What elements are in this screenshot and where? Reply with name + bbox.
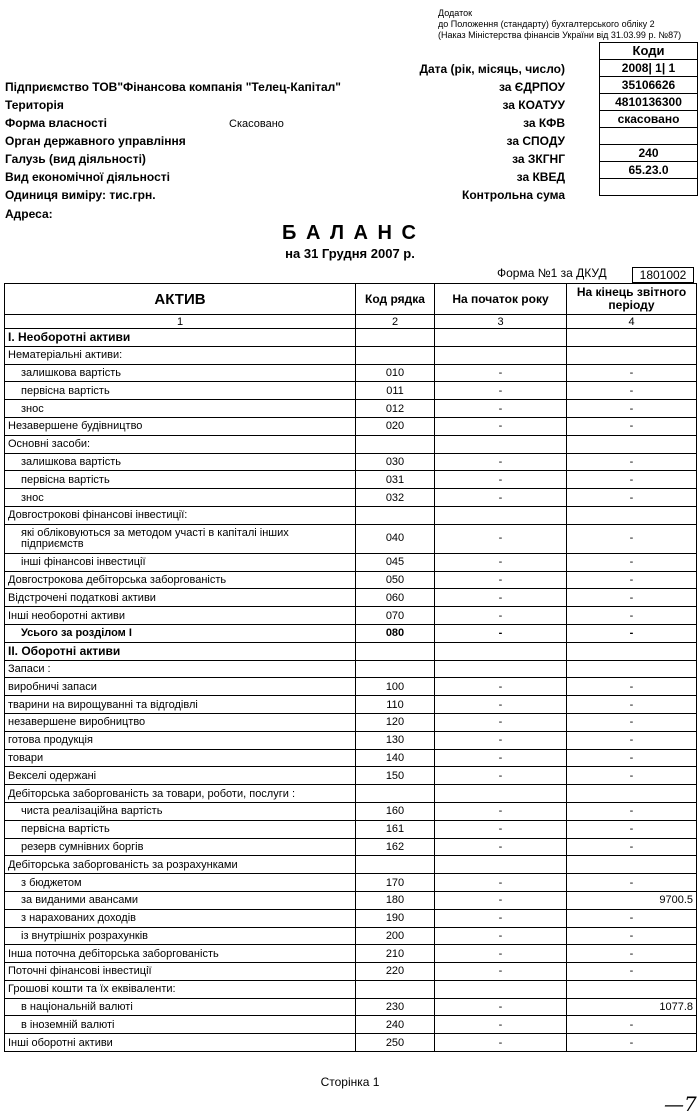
- row-code: 190: [356, 909, 435, 927]
- header-row: [5, 170, 565, 187]
- table-row: [5, 856, 697, 874]
- header-code-label: за ЗКГНГ: [512, 152, 565, 166]
- table-row: [5, 713, 697, 731]
- code-spodu: [600, 128, 697, 145]
- row-label: з нарахованих доходів: [5, 909, 356, 927]
- row-code: [356, 660, 435, 678]
- header-code-label: Дата (рік, місяць, число): [419, 62, 565, 76]
- row-start-value: -: [435, 838, 567, 856]
- row-code: 031: [356, 471, 435, 489]
- row-code: 080: [356, 624, 435, 642]
- row-label: знос: [5, 400, 356, 418]
- row-end-value: -: [567, 1034, 697, 1052]
- row-label: резерв сумнівних боргів: [5, 838, 356, 856]
- row-start-value: -: [435, 678, 567, 696]
- table-row: [5, 382, 697, 400]
- codes-box: [599, 42, 698, 196]
- row-label: товари: [5, 749, 356, 767]
- row-code: [356, 435, 435, 453]
- row-end-value: [567, 506, 697, 524]
- row-label: інші фінансові інвестиції: [5, 553, 356, 571]
- column-number: 3: [435, 315, 567, 329]
- table-row: [5, 435, 697, 453]
- table-row: [5, 767, 697, 785]
- row-code: 045: [356, 553, 435, 571]
- row-label: Грошові кошти та їх еквіваленти:: [5, 980, 356, 998]
- table-row: [5, 1034, 697, 1052]
- row-start-value: [435, 856, 567, 874]
- table-row: [5, 642, 697, 660]
- row-start-value: -: [435, 731, 567, 749]
- row-label: готова продукція: [5, 731, 356, 749]
- row-start-value: -: [435, 607, 567, 625]
- row-end-value: -: [567, 571, 697, 589]
- appendix-line: до Положення (стандарту) бухгалтерського обліку 2: [438, 19, 655, 29]
- table-row: [5, 785, 697, 803]
- header-label: Форма власності: [5, 116, 107, 130]
- table-row: [5, 945, 697, 963]
- table-row: [5, 749, 697, 767]
- column-number: 4: [567, 315, 697, 329]
- row-code: 170: [356, 874, 435, 892]
- row-label: Інша поточна дебіторська заборгованість: [5, 945, 356, 963]
- table-row: [5, 1016, 697, 1034]
- row-label: первісна вартість: [5, 471, 356, 489]
- header-label: Одиниця виміру: тис.грн.: [5, 188, 156, 202]
- row-end-value: -: [567, 1016, 697, 1034]
- header-row: [5, 80, 565, 97]
- header-code-label: за КФВ: [523, 116, 565, 130]
- row-label: Інші оборотні активи: [5, 1034, 356, 1052]
- row-start-value: -: [435, 963, 567, 981]
- row-start-value: -: [435, 713, 567, 731]
- row-label: ІІ. Оборотні активи: [5, 642, 356, 660]
- row-label: Дебіторська заборгованість за товари, роботи, послуги :: [5, 785, 356, 803]
- row-code: [356, 506, 435, 524]
- table-row: [5, 838, 697, 856]
- header-row: [5, 152, 565, 169]
- table-row: [5, 364, 697, 382]
- row-label: Дебіторська заборгованість за розрахунками: [5, 856, 356, 874]
- code-checksum: [600, 179, 697, 195]
- form-label: Форма №1 за ДКУД: [497, 266, 607, 280]
- row-label: первісна вартість: [5, 820, 356, 838]
- row-end-value: -: [567, 364, 697, 382]
- row-start-value: [435, 346, 567, 364]
- codes-header: Коди: [600, 43, 697, 60]
- row-start-value: -: [435, 382, 567, 400]
- table-row: [5, 891, 697, 909]
- header-row: [5, 116, 565, 133]
- code-zkgng: 240: [600, 145, 697, 162]
- row-end-value: -: [567, 963, 697, 981]
- row-start-value: -: [435, 767, 567, 785]
- table-row: [5, 553, 697, 571]
- table-row: [5, 453, 697, 471]
- row-label: чиста реалізаційна вартість: [5, 802, 356, 820]
- address-label: Адреса:: [5, 207, 53, 221]
- header-row: [5, 188, 565, 205]
- row-start-value: -: [435, 571, 567, 589]
- row-code: 050: [356, 571, 435, 589]
- row-start-value: -: [435, 998, 567, 1016]
- row-start-value: -: [435, 589, 567, 607]
- row-start-value: -: [435, 1016, 567, 1034]
- header-label: Орган державного управління: [5, 134, 186, 148]
- row-end-value: -: [567, 607, 697, 625]
- row-label: незавершене виробництво: [5, 713, 356, 731]
- row-code: [356, 346, 435, 364]
- table-row: [5, 678, 697, 696]
- table-row: [5, 696, 697, 714]
- row-end-value: [567, 980, 697, 998]
- col-header-start: На початок року: [435, 284, 567, 315]
- row-start-value: -: [435, 489, 567, 507]
- header-code-label: за КОАТУУ: [502, 98, 565, 112]
- row-label: залишкова вартість: [5, 453, 356, 471]
- code-date: 2008| 1| 1: [600, 60, 697, 77]
- row-label: в іноземній валюті: [5, 1016, 356, 1034]
- row-start-value: [435, 506, 567, 524]
- code-kfv: скасовано: [600, 111, 697, 128]
- row-end-value: -: [567, 382, 697, 400]
- row-code: 140: [356, 749, 435, 767]
- table-row: [5, 927, 697, 945]
- page-title: Б А Л А Н С: [282, 222, 418, 244]
- table-row: [5, 524, 697, 553]
- row-end-value: [567, 642, 697, 660]
- row-code: 150: [356, 767, 435, 785]
- row-start-value: -: [435, 364, 567, 382]
- row-end-value: -: [567, 713, 697, 731]
- header-code-label: за СПОДУ: [506, 134, 565, 148]
- row-code: 030: [356, 453, 435, 471]
- table-row: [5, 980, 697, 998]
- row-label: Запаси :: [5, 660, 356, 678]
- row-start-value: -: [435, 624, 567, 642]
- row-start-value: -: [435, 453, 567, 471]
- row-code: 200: [356, 927, 435, 945]
- handwritten-mark: —7: [664, 1092, 697, 1116]
- table-row: [5, 909, 697, 927]
- row-start-value: -: [435, 400, 567, 418]
- table-row: [5, 624, 697, 642]
- row-code: 060: [356, 589, 435, 607]
- row-end-value: -: [567, 589, 697, 607]
- row-end-value: -: [567, 909, 697, 927]
- row-label: Відстрочені податкові активи: [5, 589, 356, 607]
- row-label: Усього за розділом І: [5, 624, 356, 642]
- table-row: [5, 506, 697, 524]
- row-code: [356, 642, 435, 660]
- appendix-note: [438, 8, 681, 41]
- row-end-value: [567, 435, 697, 453]
- row-end-value: 9700.5: [567, 891, 697, 909]
- table-row: [5, 589, 697, 607]
- header-value: Скасовано: [229, 118, 284, 130]
- row-end-value: -: [567, 767, 697, 785]
- row-end-value: -: [567, 749, 697, 767]
- table-row: [5, 400, 697, 418]
- row-start-value: [435, 642, 567, 660]
- row-start-value: [435, 329, 567, 347]
- table-row: [5, 874, 697, 892]
- table-row: [5, 571, 697, 589]
- row-label: з бюджетом: [5, 874, 356, 892]
- row-code: 110: [356, 696, 435, 714]
- row-code: 070: [356, 607, 435, 625]
- table-row: [5, 417, 697, 435]
- row-end-value: -: [567, 874, 697, 892]
- table-row: [5, 346, 697, 364]
- row-start-value: [435, 785, 567, 803]
- row-end-value: -: [567, 945, 697, 963]
- form-code: 1801002: [632, 267, 694, 283]
- header-code-label: Контрольна сума: [462, 188, 565, 202]
- row-end-value: -: [567, 417, 697, 435]
- row-code: 230: [356, 998, 435, 1016]
- page-footer: Сторінка 1: [320, 1075, 380, 1089]
- row-code: 161: [356, 820, 435, 838]
- row-code: 032: [356, 489, 435, 507]
- row-code: 130: [356, 731, 435, 749]
- row-code: 011: [356, 382, 435, 400]
- row-end-value: -: [567, 524, 697, 553]
- row-code: 162: [356, 838, 435, 856]
- row-label: Довгострокова дебіторська заборгованість: [5, 571, 356, 589]
- code-edrpou: 35106626: [600, 77, 697, 94]
- header-code-label: за КВЕД: [516, 170, 565, 184]
- row-end-value: -: [567, 820, 697, 838]
- row-start-value: -: [435, 1034, 567, 1052]
- row-end-value: -: [567, 453, 697, 471]
- row-end-value: [567, 329, 697, 347]
- row-code: 160: [356, 802, 435, 820]
- row-end-value: -: [567, 489, 697, 507]
- row-label: Основні засоби:: [5, 435, 356, 453]
- header-label: Територія: [5, 98, 64, 112]
- appendix-line: Додаток: [438, 8, 473, 18]
- row-start-value: -: [435, 820, 567, 838]
- row-code: 250: [356, 1034, 435, 1052]
- row-label: із внутрішніх розрахунків: [5, 927, 356, 945]
- row-label: виробничі запаси: [5, 678, 356, 696]
- column-number: 2: [356, 315, 435, 329]
- row-code: 020: [356, 417, 435, 435]
- header-label: Підприємство ТОВ"Фінансова компанія "Телец-Капітал": [5, 80, 341, 94]
- row-label: Незавершене будівництво: [5, 417, 356, 435]
- row-label: в національній валюті: [5, 998, 356, 1016]
- row-code: 220: [356, 963, 435, 981]
- table-row: [5, 820, 697, 838]
- table-row: [5, 660, 697, 678]
- row-code: [356, 856, 435, 874]
- table-row: [5, 802, 697, 820]
- code-koatuu: 4810136300: [600, 94, 697, 111]
- row-start-value: -: [435, 417, 567, 435]
- column-number-row: [5, 315, 697, 329]
- row-start-value: -: [435, 909, 567, 927]
- balance-table: [4, 283, 697, 1052]
- row-start-value: -: [435, 802, 567, 820]
- row-start-value: -: [435, 553, 567, 571]
- row-code: 040: [356, 524, 435, 553]
- table-row: [5, 998, 697, 1016]
- row-end-value: [567, 346, 697, 364]
- row-end-value: -: [567, 731, 697, 749]
- row-end-value: -: [567, 400, 697, 418]
- row-code: 120: [356, 713, 435, 731]
- column-number: 1: [5, 315, 356, 329]
- row-label: залишкова вартість: [5, 364, 356, 382]
- row-end-value: -: [567, 838, 697, 856]
- row-end-value: [567, 785, 697, 803]
- header-row: [5, 62, 565, 79]
- row-end-value: [567, 660, 697, 678]
- row-label: Векселі одержані: [5, 767, 356, 785]
- table-row: [5, 731, 697, 749]
- row-start-value: [435, 435, 567, 453]
- row-end-value: -: [567, 624, 697, 642]
- header-code-label: за ЄДРПОУ: [498, 80, 565, 94]
- row-start-value: -: [435, 927, 567, 945]
- row-label: І. Необоротні активи: [5, 329, 356, 347]
- row-label: Поточні фінансові інвестиції: [5, 963, 356, 981]
- table-row: [5, 607, 697, 625]
- row-start-value: -: [435, 749, 567, 767]
- row-start-value: -: [435, 891, 567, 909]
- row-start-value: [435, 660, 567, 678]
- table-row: [5, 471, 697, 489]
- row-start-value: -: [435, 945, 567, 963]
- row-label: знос: [5, 489, 356, 507]
- row-code: 180: [356, 891, 435, 909]
- header-row: [5, 134, 565, 151]
- row-code: 010: [356, 364, 435, 382]
- row-end-value: -: [567, 678, 697, 696]
- row-label: Інші необоротні активи: [5, 607, 356, 625]
- row-start-value: [435, 980, 567, 998]
- row-start-value: -: [435, 471, 567, 489]
- row-start-value: -: [435, 696, 567, 714]
- row-start-value: -: [435, 524, 567, 553]
- col-header-asset: АКТИВ: [5, 284, 356, 315]
- row-label: Довгострокові фінансові інвестиції:: [5, 506, 356, 524]
- row-end-value: -: [567, 471, 697, 489]
- row-label: тварини на вирощуванні та відгодівлі: [5, 696, 356, 714]
- row-label: які обліковуються за методом участі в капіталі інших підприємств: [5, 524, 356, 553]
- appendix-line: (Наказ Міністерства фінансів України від 31.03.99 р. №87): [438, 30, 682, 40]
- row-code: [356, 785, 435, 803]
- row-code: 240: [356, 1016, 435, 1034]
- row-code: 210: [356, 945, 435, 963]
- row-code: [356, 980, 435, 998]
- page-subtitle: на 31 Грудня 2007 р.: [285, 246, 415, 261]
- row-end-value: [567, 856, 697, 874]
- row-label: за виданими авансами: [5, 891, 356, 909]
- row-end-value: 1077.8: [567, 998, 697, 1016]
- row-code: [356, 329, 435, 347]
- row-label: Нематеріальні активи:: [5, 346, 356, 364]
- row-end-value: -: [567, 553, 697, 571]
- row-label: первісна вартість: [5, 382, 356, 400]
- row-code: 100: [356, 678, 435, 696]
- row-end-value: -: [567, 696, 697, 714]
- header-row: [5, 98, 565, 115]
- table-row: [5, 963, 697, 981]
- table-row: [5, 489, 697, 507]
- col-header-end: На кінець звітного періоду: [567, 284, 697, 315]
- col-header-code: Код рядка: [356, 284, 435, 315]
- row-end-value: -: [567, 802, 697, 820]
- row-end-value: -: [567, 927, 697, 945]
- row-code: 012: [356, 400, 435, 418]
- code-kved: 65.23.0: [600, 162, 697, 179]
- header-label: Галузь (вид діяльності): [5, 152, 146, 166]
- row-start-value: -: [435, 874, 567, 892]
- header-label: Вид економічної діяльності: [5, 170, 170, 184]
- table-row: [5, 329, 697, 347]
